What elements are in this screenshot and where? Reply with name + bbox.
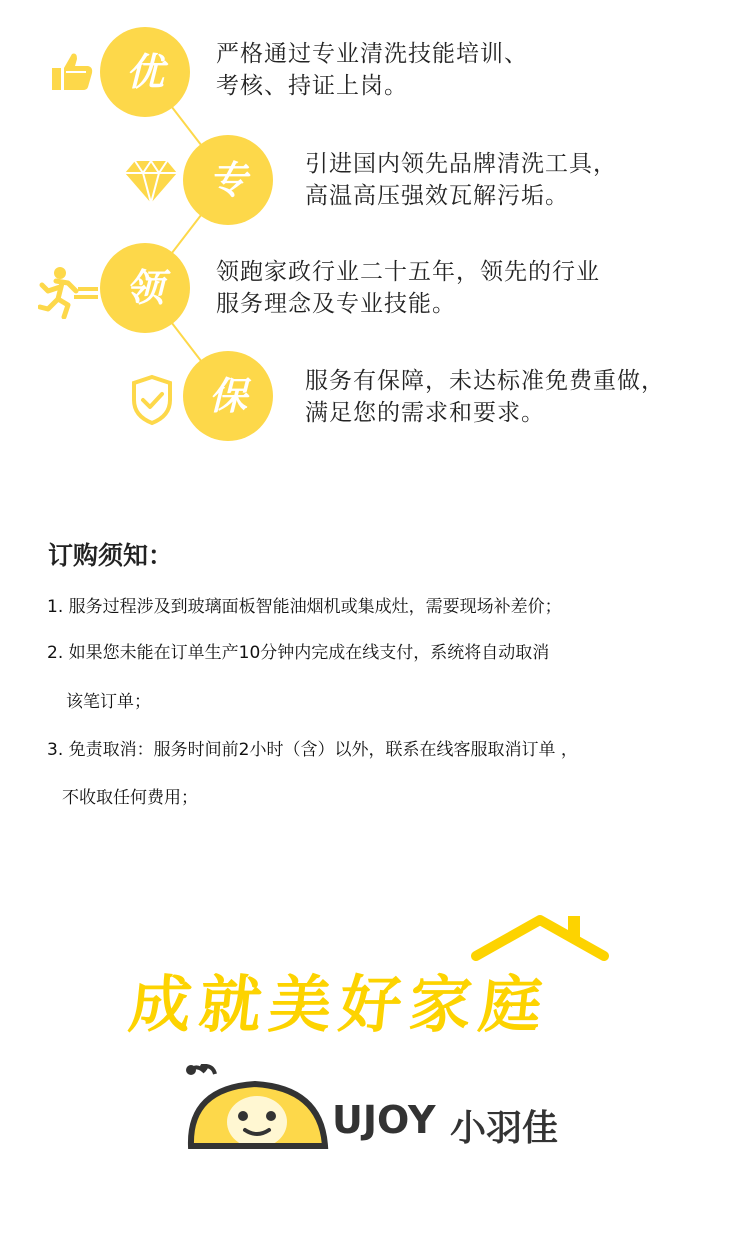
feature-description [216, 256, 600, 320]
shield-check-icon [130, 374, 174, 430]
thumbs-up-icon [50, 50, 94, 98]
feature-badge-bao [183, 351, 273, 441]
feature-line: 服务有保障，未达标准免费重做， [305, 368, 665, 394]
feature-badge-char: 领 [125, 266, 164, 310]
feature-description [305, 148, 617, 212]
notice-item: 该笔订单； [66, 692, 151, 712]
notice-item: 1. 服务过程涉及到玻璃面板智能油烟机或集成灶，需要现场补差价； [47, 597, 562, 617]
feature-description [216, 38, 528, 102]
notice-item: 不收取任何费用； [62, 788, 198, 808]
bee-mascot-logo [185, 1064, 330, 1154]
feature-badge-char: 优 [125, 50, 164, 94]
slogan: 成就美好家庭 [125, 968, 554, 1041]
feature-description [305, 365, 665, 429]
feature-line: 高温高压强效瓦解污垢。 [305, 183, 569, 209]
brand-name-chinese: 小羽佳 [450, 1108, 559, 1149]
diamond-icon [123, 157, 179, 209]
notice-item: 2. 如果您未能在订单生产10分钟内完成在线支付，系统将自动取消 [47, 643, 550, 663]
feature-line: 考核、持证上岗。 [216, 73, 408, 99]
feature-line: 领跑家政行业二十五年，领先的行业 [216, 259, 600, 285]
notice-title: 订购须知： [48, 541, 174, 570]
feature-badge-ling [100, 243, 190, 333]
running-man-icon [38, 265, 100, 323]
feature-badge-zhuan [183, 135, 273, 225]
feature-badge-char: 专 [208, 158, 247, 202]
brand-name-latin: UJOY [332, 1098, 436, 1142]
notice-item: 3. 免责取消：服务时间前2小时（含）以外，联系在线客服取消订单 ， [47, 740, 578, 760]
feature-badge-char: 保 [208, 374, 247, 418]
feature-line: 服务理念及专业技能。 [216, 291, 456, 317]
feature-line: 引进国内领先品牌清洗工具， [305, 151, 617, 177]
feature-badge-you [100, 27, 190, 117]
feature-line: 满足您的需求和要求。 [305, 400, 545, 426]
feature-line: 严格通过专业清洗技能培训、 [216, 41, 528, 67]
